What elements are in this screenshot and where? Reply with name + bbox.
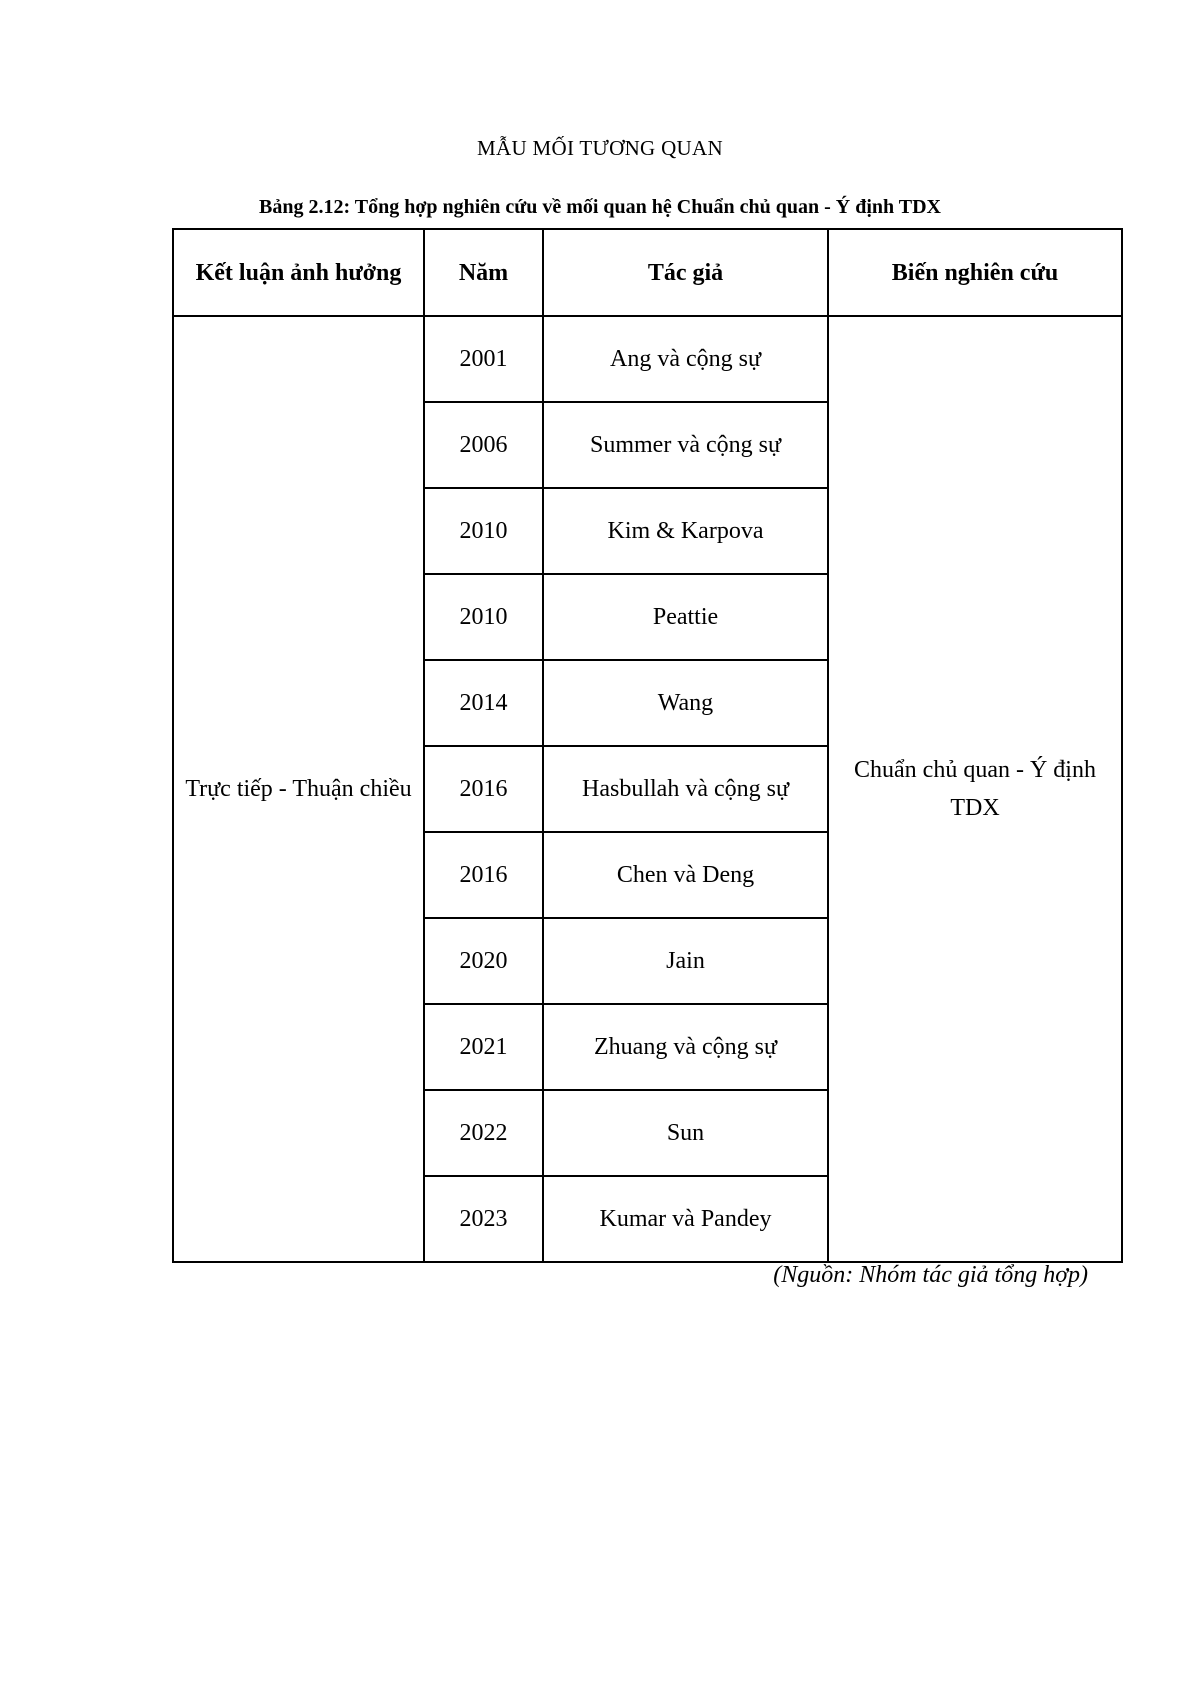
author-cell: Summer và cộng sự [543,402,828,488]
author-cell: Chen và Deng [543,832,828,918]
header-author: Tác giả [543,229,828,316]
author-cell: Sun [543,1090,828,1176]
source-note: (Nguồn: Nhóm tác giả tổng hợp) [773,1262,1088,1288]
header-variable: Biến nghiên cứu [828,229,1122,316]
author-cell: Zhuang và cộng sự [543,1004,828,1090]
year-cell: 2010 [424,488,543,574]
year-cell: 2006 [424,402,543,488]
year-cell: 2022 [424,1090,543,1176]
year-cell: 2014 [424,660,543,746]
author-cell: Ang và cộng sự [543,316,828,402]
research-summary-table [172,228,1123,1263]
header-conclusion: Kết luận ảnh hưởng [173,229,424,316]
table-row [173,316,1122,402]
author-cell: Hasbullah và cộng sự [543,746,828,832]
year-cell: 2001 [424,316,543,402]
table-caption: Bảng 2.12: Tổng hợp nghiên cứu về mối quan hệ Chuẩn chủ quan - Ý định TDX [258,196,941,218]
header-year: Năm [424,229,543,316]
variable-cell: Chuẩn chủ quan - Ý định TDX [828,316,1122,1262]
author-cell: Jain [543,918,828,1004]
conclusion-cell: Trực tiếp - Thuận chiều [173,316,424,1262]
document-title: MẪU MỐI TƯƠNG QUAN [477,136,723,160]
author-cell: Wang [543,660,828,746]
year-cell: 2016 [424,832,543,918]
author-cell: Kumar và Pandey [543,1176,828,1262]
year-cell: 2010 [424,574,543,660]
table-header-row [173,229,1122,316]
year-cell: 2020 [424,918,543,1004]
year-cell: 2021 [424,1004,543,1090]
year-cell: 2016 [424,746,543,832]
year-cell: 2023 [424,1176,543,1262]
author-cell: Peattie [543,574,828,660]
author-cell: Kim & Karpova [543,488,828,574]
